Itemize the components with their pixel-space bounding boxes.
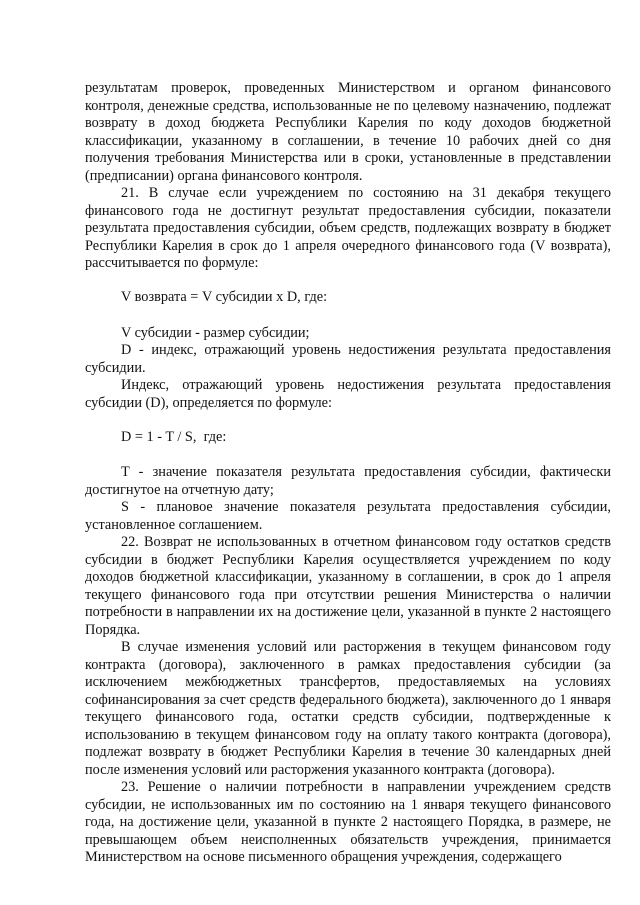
paragraph-clause-21: 21. В случае если учреждением по состоянию на 31 декабря текущего финансового года не достигнут результат предоставления субсидии, показатели результата предоставления субсидии, объем средств, подлежащих возврату в бюджет Республики Карелия в срок до 1 апреля очередного финансового года (V возврата), рассчитывается по формуле: xyxy=(85,185,611,271)
paragraph-v-subsidy-definition: V субсидии - размер субсидии; xyxy=(121,324,310,341)
paragraph-t-definition: T - значение показателя результата предоставления субсидии, фактически достигнутое на отчетную дату; xyxy=(85,464,611,498)
formula-refund-volume: V возврата = V субсидии x D, где: xyxy=(121,289,328,305)
paragraph-index-formula-intro: Индекс, отражающий уровень недостижения результата предоставления субсидии (D), определяется по формуле: xyxy=(85,377,611,411)
formula-index-d: D = 1 - T / S, где: xyxy=(121,428,227,445)
paragraph-s-definition: S - плановое значение показателя результата предоставления субсидии, установленное соглашением. xyxy=(85,499,611,533)
paragraph-clause-23: 23. Решение о наличии потребности в направлении учреждением средств субсидии, не использованных им по состоянию на 1 января текущего финансового года, на достижение цели, указанной в пункте 2 настоящего Порядка, в размере, не превышающем объем неисполненных обязательств учреждения, принимается Министерством на основе письменного обращения учреждения, содержащего xyxy=(85,779,611,865)
paragraph-d-index-definition: D - индекс, отражающий уровень недостижения результата предоставления субсидии. xyxy=(85,342,611,376)
paragraph-refund-financial-control: результатам проверок, проведенных Министерством и органом финансового контроля, денежные средства, использованные не по целевому назначению, подлежат возврату в доход бюджета Республики Карелия по коду доходов бюджетной классификации, указанному в соглашении, в течение 10 рабочих дней со дня получения требования Министерства или в сроки, установленные в представлении (предписании) органа финансового контроля. xyxy=(85,80,611,184)
document-body xyxy=(85,80,611,867)
paragraph-clause-22: 22. Возврат не использованных в отчетном финансовом году остатков средств субсидии в бюджет Республики Карелия осуществляется учреждением по коду доходов бюджетной классификации, указанному в соглашении, в срок до 1 апреля текущего финансового года при отсутствии решения Министерства о наличии потребности в направлении их на достижение цели, указанной в пункте 2 настоящего Порядка. xyxy=(85,534,611,638)
paragraph-contract-change: В случае изменения условий или расторжения в текущем финансовом году контракта (договора), заключенного в рамках предоставления субсидии (за исключением межбюджетных трансфертов, предоставляемых на условиях софинансирования за счет средств федерального бюджета), заключенного до 1 января текущего финансового года, остатки средств субсидии, подтвержденные к использованию в текущем финансовом году на оплату такого контракта (договора), подлежат возврату в бюджет Республики Карелия в течение 30 календарных дней после изменения условий или расторжения указанного контракта (договора). xyxy=(85,639,611,778)
